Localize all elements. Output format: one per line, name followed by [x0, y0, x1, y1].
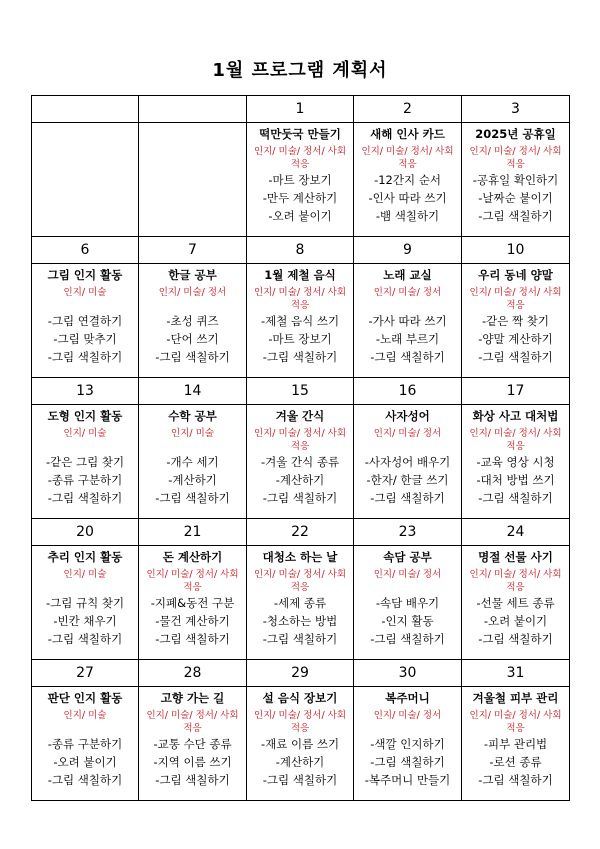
activity-item: -마트 장보기 [268, 332, 332, 346]
program-categories: 인지/ 미술/ 정서/ 사회적응 [146, 710, 239, 734]
program-cell [462, 405, 570, 519]
program-content [139, 546, 246, 648]
program-content [32, 687, 138, 789]
activity-item: -그림 색칠하기 [262, 773, 338, 787]
activity-item: -그림 색칠하기 [155, 632, 230, 646]
program-cell [247, 687, 354, 801]
program-cell [32, 405, 139, 519]
activity-item: -그림 색칠하기 [478, 632, 553, 646]
date-cell: 23 [354, 519, 462, 546]
activity-item: -초성 퀴즈 [166, 314, 219, 328]
date-cell: 24 [462, 519, 570, 546]
program-categories: 인지/ 미술/ 정서 [373, 287, 442, 298]
activity-item: -마트 장보기 [268, 173, 332, 187]
date-row [32, 237, 570, 264]
program-cell [139, 264, 247, 378]
program-content [32, 264, 138, 366]
program-content [354, 405, 461, 507]
activity-item: -그림 색칠하기 [155, 350, 230, 364]
empty-cell [32, 123, 139, 237]
program-categories: 인지/ 미술/ 정서/ 사회적응 [469, 146, 562, 170]
program-title: 설 음식 장보기 [262, 691, 338, 705]
activity-item: -같은 그림 찾기 [45, 455, 125, 469]
date-cell: 8 [247, 237, 354, 264]
program-content [462, 123, 569, 225]
program-title: 우리 동네 양말 [478, 268, 553, 282]
activity-item: -종류 구분하기 [47, 737, 123, 751]
program-categories: 인지/ 미술/ 정서 [373, 710, 442, 721]
program-title: 떡만둣국 만들기 [259, 127, 341, 141]
program-cell [139, 546, 247, 660]
program-row [32, 546, 570, 660]
program-categories: 인지/ 미술/ 정서/ 사회적응 [253, 710, 347, 734]
activity-item: -그림 규칙 찾기 [45, 596, 125, 610]
activity-item: -그림 맞추기 [53, 332, 117, 346]
program-title: 화상 사고 대처법 [472, 409, 559, 423]
program-title: 추리 인지 활동 [47, 550, 123, 564]
program-cell [32, 546, 139, 660]
activity-item: -오려 붙이기 [483, 614, 548, 628]
activity-item: -그림 색칠하기 [262, 632, 338, 646]
activity-item: -재료 이름 쓰기 [260, 737, 340, 751]
program-cell [354, 405, 462, 519]
activity-item: -단어 쓰기 [166, 332, 219, 346]
date-cell: 16 [354, 378, 462, 405]
program-categories: 인지/ 미술 [63, 710, 107, 721]
program-categories: 인지/ 미술 [63, 287, 107, 298]
date-cell: 2 [354, 96, 462, 123]
activity-item: -공휴일 확인하기 [472, 173, 559, 187]
program-title: 명절 선물 사기 [478, 550, 553, 564]
program-cell [462, 264, 570, 378]
date-cell: 17 [462, 378, 570, 405]
program-title: 고향 가는 길 [160, 691, 225, 705]
empty-cell [139, 123, 247, 237]
program-calendar-table [31, 95, 570, 801]
activity-item: -그림 색칠하기 [478, 491, 553, 505]
date-row [32, 519, 570, 546]
program-title: 2025년 공휴일 [475, 127, 556, 141]
program-cell [354, 264, 462, 378]
activity-item: -세제 종류 [273, 596, 327, 610]
program-content [354, 264, 461, 366]
program-content [32, 546, 138, 648]
activity-item: -속담 배우기 [375, 596, 440, 610]
program-title: 그림 인지 활동 [47, 268, 123, 282]
program-categories: 인지/ 미술/ 정서/ 사회적응 [253, 569, 347, 593]
date-cell: 6 [32, 237, 139, 264]
activity-item: -그림 색칠하기 [262, 491, 338, 505]
date-cell: 20 [32, 519, 139, 546]
program-title: 판단 인지 활동 [47, 691, 123, 705]
program-cell [32, 264, 139, 378]
program-content [139, 405, 246, 507]
activity-item: -대처 방법 쓰기 [476, 473, 555, 487]
program-cell [247, 264, 354, 378]
date-cell: 3 [462, 96, 570, 123]
activity-item: -그림 색칠하기 [370, 632, 445, 646]
program-cell [247, 123, 354, 237]
program-title: 속담 공부 [383, 550, 432, 564]
activity-item: -오려 붙이기 [53, 755, 117, 769]
program-content [32, 405, 138, 507]
program-title: 사자성어 [385, 409, 430, 423]
program-categories: 인지/ 미술 [63, 569, 107, 580]
activity-item: -그림 색칠하기 [370, 350, 445, 364]
activity-item: -그림 색칠하기 [478, 350, 553, 364]
date-cell: 7 [139, 237, 247, 264]
calendar-body [32, 96, 570, 801]
program-content [354, 546, 461, 648]
date-row [32, 378, 570, 405]
program-title: 겨울철 피부 관리 [472, 691, 559, 705]
activity-item: -12간지 순서 [374, 173, 441, 187]
program-categories: 인지/ 미술 [63, 428, 107, 439]
program-row [32, 687, 570, 801]
activity-item: -계산하기 [275, 755, 325, 769]
activity-item: -만두 계산하기 [262, 191, 338, 205]
program-content [247, 264, 353, 366]
program-categories: 인지/ 미술/ 정서/ 사회적응 [469, 428, 562, 452]
activity-item: -선물 세트 종류 [476, 596, 555, 610]
program-categories: 인지/ 미술/ 정서/ 사회적응 [469, 710, 562, 734]
program-title: 수학 공부 [168, 409, 217, 423]
program-title: 돈 계산하기 [162, 550, 223, 564]
date-cell: 27 [32, 660, 139, 687]
date-cell: 10 [462, 237, 570, 264]
program-content [139, 687, 246, 789]
program-title: 새해 인사 카드 [370, 127, 445, 141]
program-content [462, 687, 569, 789]
activity-item: -지역 이름 쓰기 [153, 755, 232, 769]
activity-item: -그림 색칠하기 [262, 350, 338, 364]
activity-item: -피부 관리법 [483, 737, 548, 751]
program-categories: 인지/ 미술/ 정서/ 사회적응 [253, 287, 347, 311]
program-cell [354, 687, 462, 801]
activity-item: -그림 색칠하기 [155, 773, 230, 787]
date-cell: 28 [139, 660, 247, 687]
activity-item: -그림 색칠하기 [47, 491, 123, 505]
program-cell [354, 123, 462, 237]
program-cell [354, 546, 462, 660]
date-cell: 22 [247, 519, 354, 546]
program-cell [247, 546, 354, 660]
program-categories: 인지/ 미술/ 정서/ 사회적응 [361, 146, 454, 170]
program-title: 대청소 하는 날 [262, 550, 338, 564]
activity-item: -인사 따라 쓰기 [368, 191, 447, 205]
activity-item: -같은 짝 찾기 [481, 314, 549, 328]
activity-item: -그림 색칠하기 [370, 755, 445, 769]
date-cell: 21 [139, 519, 247, 546]
activity-item: -종류 구분하기 [47, 473, 123, 487]
activity-item: -그림 색칠하기 [47, 350, 123, 364]
program-cell [139, 405, 247, 519]
program-content [354, 687, 461, 789]
program-categories: 인지/ 미술/ 정서/ 사회적응 [253, 146, 347, 170]
activity-item: -인지 활동 [381, 614, 434, 628]
program-categories: 인지/ 미술 [171, 428, 214, 439]
date-cell: 14 [139, 378, 247, 405]
date-cell: 9 [354, 237, 462, 264]
activity-item: -노래 부르기 [375, 332, 440, 346]
activity-item: -물건 계산하기 [155, 614, 230, 628]
date-cell: 31 [462, 660, 570, 687]
program-content [462, 264, 569, 366]
date-row [32, 660, 570, 687]
program-categories: 인지/ 미술/ 정서/ 사회적응 [146, 569, 239, 593]
program-cell [462, 123, 570, 237]
activity-item: -색깔 인지하기 [370, 737, 445, 751]
program-content [247, 123, 353, 225]
activity-item: -그림 색칠하기 [478, 773, 553, 787]
program-title: 한글 공부 [168, 268, 217, 282]
page-title: 1월 프로그램 계획서 [212, 60, 388, 81]
program-row [32, 405, 570, 519]
activity-item: -사자성어 배우기 [364, 455, 451, 469]
date-cell: 1 [247, 96, 354, 123]
activity-item: -교육 영상 시청 [476, 455, 555, 469]
program-title: 겨울 간식 [275, 409, 325, 423]
activity-item: -가사 따라 쓰기 [368, 314, 447, 328]
activity-item: -제철 음식 쓰기 [260, 314, 340, 328]
activity-item: -그림 색칠하기 [47, 632, 123, 646]
activity-item: -지폐&동전 구분 [150, 596, 235, 610]
program-cell [462, 687, 570, 801]
program-content [139, 264, 246, 366]
activity-item: -뱀 색칠하기 [375, 209, 440, 223]
program-cell [462, 546, 570, 660]
activity-item: -날짜순 붙이기 [478, 191, 553, 205]
activity-item: -교통 수단 종류 [153, 737, 232, 751]
activity-item: -청소하는 방법 [262, 614, 338, 628]
activity-item: -오려 붙이기 [268, 209, 332, 223]
program-content [462, 546, 569, 648]
program-title: 도형 인지 활동 [47, 409, 123, 423]
program-cell [139, 687, 247, 801]
date-cell: 30 [354, 660, 462, 687]
date-cell [139, 96, 247, 123]
program-categories: 인지/ 미술/ 정서/ 사회적응 [253, 428, 347, 452]
program-cell [247, 405, 354, 519]
program-categories: 인지/ 미술/ 정서 [373, 428, 442, 439]
activity-item: -그림 색칠하기 [478, 209, 553, 223]
date-cell: 29 [247, 660, 354, 687]
activity-item: -그림 연결하기 [47, 314, 123, 328]
date-cell [32, 96, 139, 123]
activity-item: -로션 종류 [489, 755, 542, 769]
program-title: 1월 제철 음식 [264, 268, 336, 282]
program-content [247, 546, 353, 648]
program-content [247, 687, 353, 789]
activity-item: -그림 색칠하기 [155, 491, 230, 505]
activity-item: -그림 색칠하기 [47, 773, 123, 787]
activity-item: -계산하기 [275, 473, 325, 487]
activity-item: -겨울 간식 종류 [260, 455, 340, 469]
activity-item: -한자/ 한글 쓰기 [366, 473, 449, 487]
program-cell [32, 687, 139, 801]
activity-item: -복주머니 만들기 [364, 773, 451, 787]
program-title: 노래 교실 [383, 268, 432, 282]
program-categories: 인지/ 미술/ 정서/ 사회적응 [469, 569, 562, 593]
program-row [32, 264, 570, 378]
activity-item: -양말 계산하기 [478, 332, 553, 346]
activity-item: -계산하기 [168, 473, 217, 487]
program-content [247, 405, 353, 507]
program-categories: 인지/ 미술/ 정서 [373, 569, 442, 580]
program-categories: 인지/ 미술/ 정서/ 사회적응 [469, 287, 562, 311]
program-content [462, 405, 569, 507]
activity-item: -빈칸 채우기 [53, 614, 117, 628]
activity-item: -개수 세기 [166, 455, 219, 469]
date-cell: 13 [32, 378, 139, 405]
activity-item: -그림 색칠하기 [370, 491, 445, 505]
program-content [354, 123, 461, 225]
date-row [32, 96, 570, 123]
program-title: 복주머니 [385, 691, 430, 705]
program-row [32, 123, 570, 237]
date-cell: 15 [247, 378, 354, 405]
program-categories: 인지/ 미술/ 정서 [158, 287, 227, 298]
